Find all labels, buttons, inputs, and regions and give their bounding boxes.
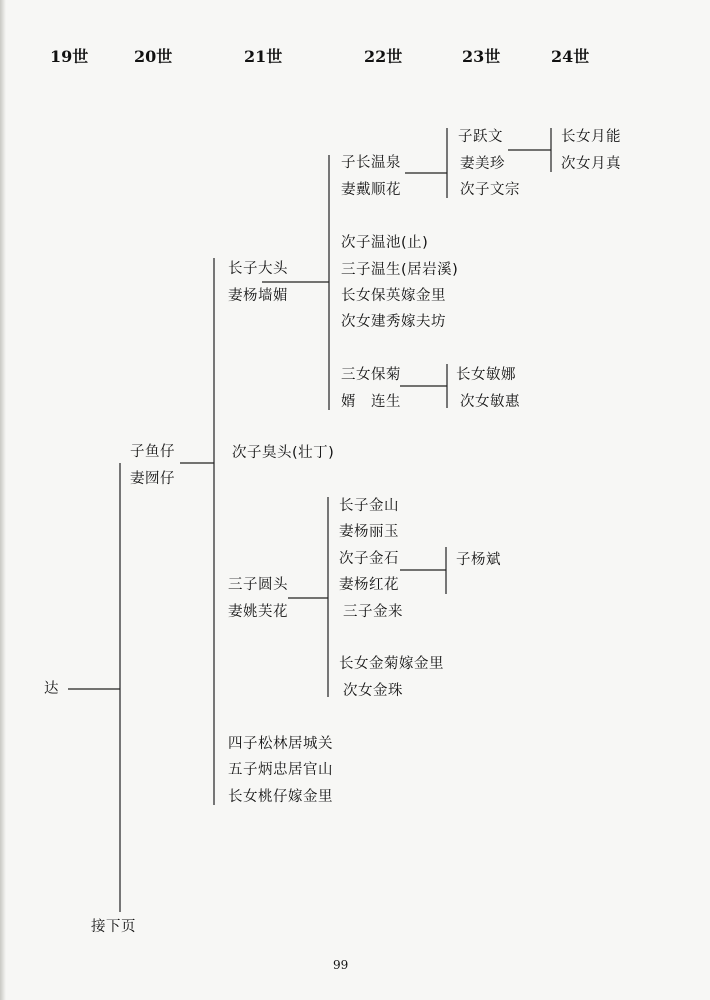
g21-son1-wife: 妻杨墙媚 [228, 288, 288, 304]
g24a-daughter2: 次女月真 [561, 156, 621, 172]
g22b-son3: 三子金来 [343, 604, 403, 620]
g22a-daughter2: 次女建秀嫁夫坊 [341, 314, 446, 330]
g21-son5: 五子炳忠居官山 [228, 762, 333, 778]
g22a-daughter3: 三女保菊 [341, 367, 401, 383]
g21-son4: 四子松林居城关 [228, 736, 333, 752]
g22a-son1: 子长温泉 [341, 155, 401, 171]
g23a-granddaughter1: 长女敏娜 [456, 367, 516, 383]
g22b-son2: 次子金石 [339, 551, 399, 567]
g23a-son1-wife: 妻美珍 [460, 156, 505, 172]
g21-son3: 三子圆头 [228, 577, 288, 593]
g22b-son1-wife: 妻杨丽玉 [339, 524, 399, 540]
generation-header-20: 20世 [134, 47, 173, 66]
g23a-granddaughter2: 次女敏惠 [460, 394, 520, 410]
g24a-daughter1: 长女月能 [561, 129, 621, 145]
g21-son2: 次子臭头(壮丁) [232, 445, 335, 461]
g22b-son1: 长子金山 [339, 498, 399, 514]
page-number: 99 [333, 958, 349, 972]
g22a-son3: 三子温生(居岩溪) [341, 262, 459, 278]
g21-son3-wife: 妻姚芙花 [228, 604, 288, 620]
generation-header-21: 21世 [244, 47, 283, 66]
g23b-son1: 子杨斌 [456, 552, 501, 568]
generation-header-22: 22世 [364, 47, 403, 66]
g22b-daughter2: 次女金珠 [343, 683, 403, 699]
g20-son: 子鱼仔 [130, 444, 175, 460]
g23a-son2: 次子文宗 [460, 182, 520, 198]
g22a-son1-wife: 妻戴顺花 [341, 182, 401, 198]
g22a-daughter1: 长女保英嫁金里 [341, 288, 446, 304]
continued-next-page: 接下页 [91, 919, 136, 935]
g21-daughter1: 长女桃仔嫁金里 [228, 789, 333, 805]
generation-header-23: 23世 [462, 47, 501, 66]
g22b-son2-wife: 妻杨红花 [339, 577, 399, 593]
g22a-son2: 次子温池(止) [341, 235, 429, 251]
g22b-daughter1: 长女金菊嫁金里 [339, 656, 444, 672]
g23a-son1: 子跃文 [458, 129, 503, 145]
g20-wife: 妻囫仔 [130, 471, 175, 487]
g22a-daughter3-husband: 婿 连生 [341, 394, 401, 410]
g21-son1: 长子大头 [228, 261, 288, 277]
generation-header-19: 19世 [50, 47, 89, 66]
generation-header-24: 24世 [551, 47, 590, 66]
root-ancestor: 达 [44, 681, 59, 697]
